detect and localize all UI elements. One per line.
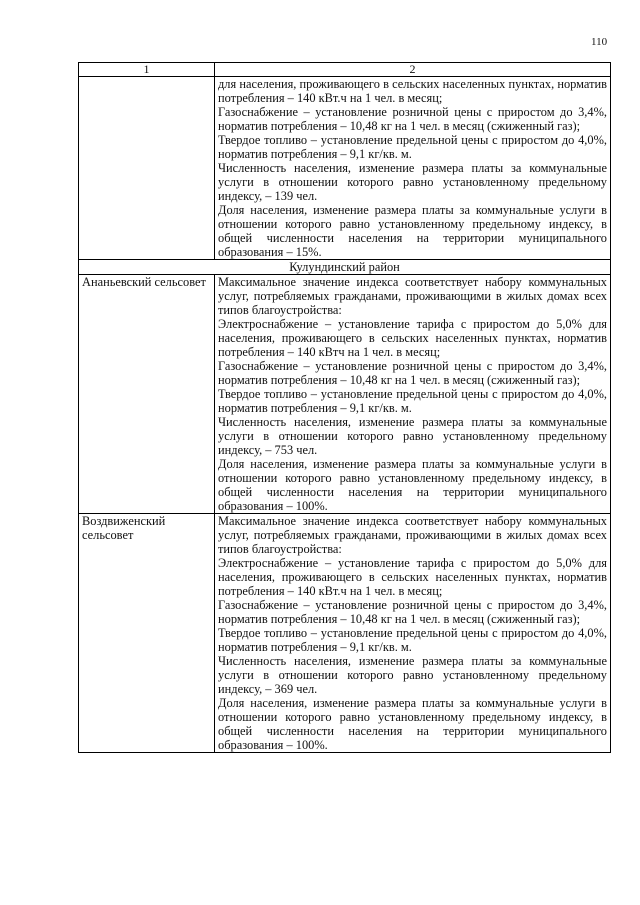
paragraph: Численность населения, изменение размера платы за коммунальные услуги в отношении которого равно установленному предельному индексу, – 369 чел. bbox=[218, 654, 607, 696]
continuation-text-cell bbox=[215, 77, 611, 260]
header-col-2: 2 bbox=[215, 63, 611, 77]
paragraph: Доля населения, изменение размера платы за коммунальные услуги в отношении которого равно установленному предельному индексу, в общей численности населения на территории муниципального образования – 100%. bbox=[218, 457, 607, 513]
section-row bbox=[79, 260, 611, 275]
municipality-name: Воздвиженский сельсовет bbox=[79, 514, 215, 753]
municipality-text-cell bbox=[215, 514, 611, 753]
municipality-text-cell bbox=[215, 275, 611, 514]
paragraph: Доля населения, изменение размера платы за коммунальные услуги в отношении которого равно установленному предельному индексу, в общей численности населения на территории муниципального образования – 15%. bbox=[218, 203, 607, 259]
paragraph: для населения, проживающего в сельских населенных пунктах, норматив потребления – 140 кВт.ч на 1 чел. в месяц; bbox=[218, 77, 607, 105]
table-header-row bbox=[79, 63, 611, 77]
paragraph: Численность населения, изменение размера платы за коммунальные услуги в отношении которого равно установленному предельному индексу, – 139 чел. bbox=[218, 161, 607, 203]
continuation-name-cell bbox=[79, 77, 215, 260]
paragraph: Твердое топливо – установление предельной цены с приростом до 4,0%, норматив потребления – 9,1 кг/кв. м. bbox=[218, 133, 607, 161]
table-row bbox=[79, 275, 611, 514]
header-col-1: 1 bbox=[79, 63, 215, 77]
paragraph: Численность населения, изменение размера платы за коммунальные услуги в отношении которого равно установленному предельному индексу, – 753 чел. bbox=[218, 415, 607, 457]
paragraph: Твердое топливо – установление предельной цены с приростом до 4,0%, норматив потребления – 9,1 кг/кв. м. bbox=[218, 626, 607, 654]
paragraph: Газоснабжение – установление розничной цены с приростом до 3,4%, норматив потребления – 10,48 кг на 1 чел. в месяц (сжиженный газ); bbox=[218, 598, 607, 626]
municipality-name: Ананьевский сельсовет bbox=[79, 275, 215, 514]
page-number: 110 bbox=[591, 36, 608, 48]
paragraph: Газоснабжение – установление розничной цены с приростом до 3,4%, норматив потребления – 10,48 кг на 1 чел. в месяц (сжиженный газ); bbox=[218, 105, 607, 133]
paragraph: Газоснабжение – установление розничной цены с приростом до 3,4%, норматив потребления – 10,48 кг на 1 чел. в месяц (сжиженный газ); bbox=[218, 359, 607, 387]
continuation-row bbox=[79, 77, 611, 260]
paragraph: Доля населения, изменение размера платы за коммунальные услуги в отношении которого равно установленному предельному индексу, в общей численности населения на территории муниципального образования – 100%. bbox=[218, 696, 607, 752]
table-row bbox=[79, 514, 611, 753]
paragraph: Электроснабжение – установление тарифа с приростом до 5,0% для населения, проживающего в сельских населенных пунктах, норматив потребления – 140 кВтч на 1 чел. в месяц; bbox=[218, 317, 607, 359]
municipality-index-table bbox=[78, 62, 611, 753]
section-title: Кулундинский район bbox=[79, 260, 611, 275]
paragraph: Максимальное значение индекса соответствует набору коммунальных услуг, потребляемых гражданами, проживающими в жилых домах всех типов благоустройства: bbox=[218, 514, 607, 556]
paragraph: Максимальное значение индекса соответствует набору коммунальных услуг, потребляемых гражданами, проживающими в жилых домах всех типов благоустройства: bbox=[218, 275, 607, 317]
paragraph: Твердое топливо – установление предельной цены с приростом до 4,0%, норматив потребления – 9,1 кг/кв. м. bbox=[218, 387, 607, 415]
paragraph: Электроснабжение – установление тарифа с приростом до 5,0% для населения, проживающего в сельских населенных пунктах, норматив потребления – 140 кВт.ч на 1 чел. в месяц; bbox=[218, 556, 607, 598]
